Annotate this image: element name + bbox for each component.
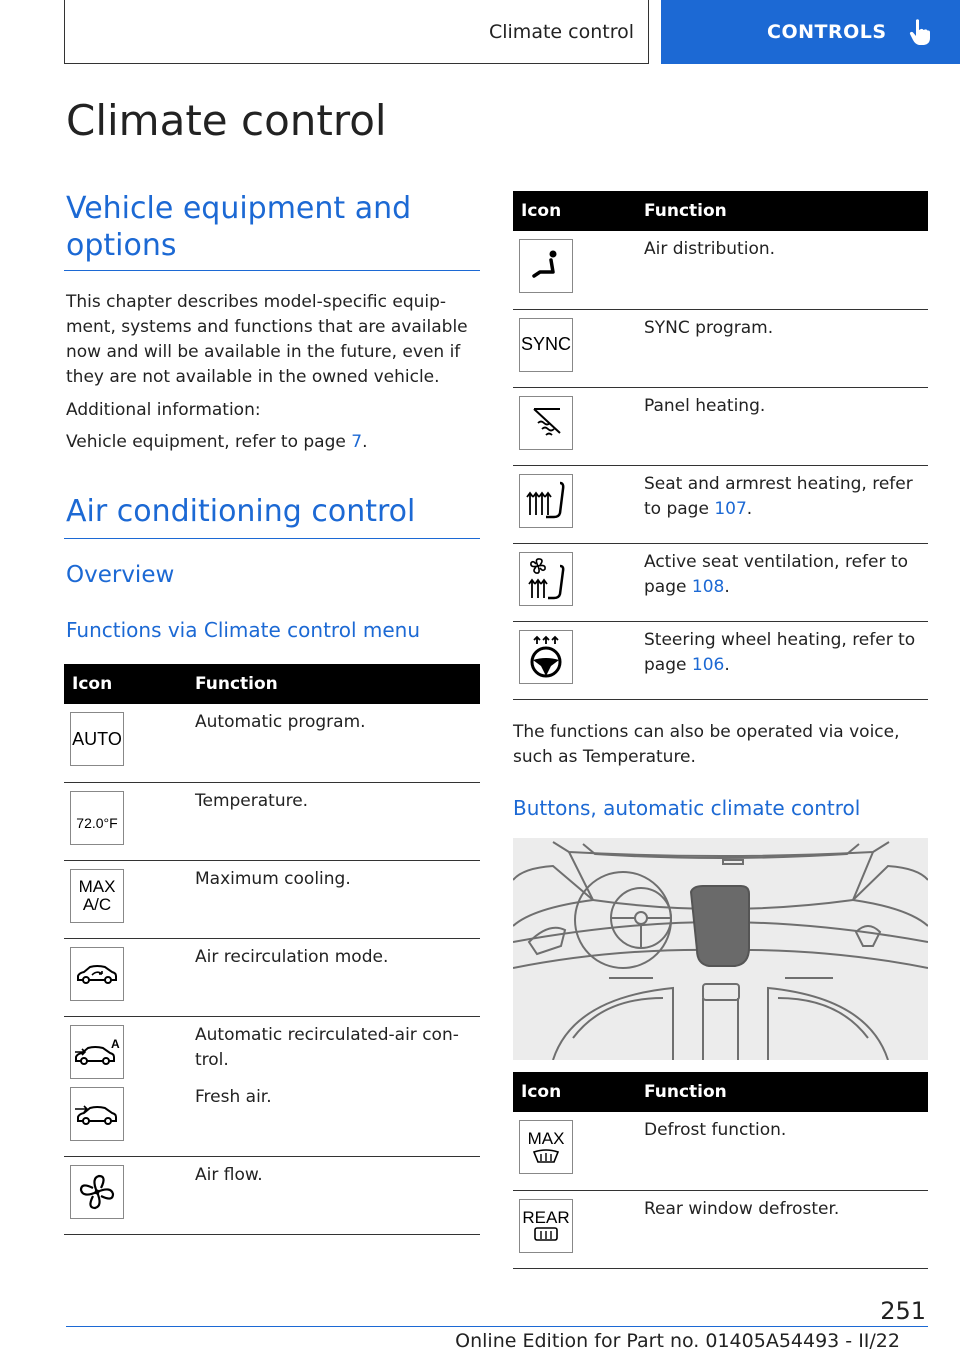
intro-paragraph: This chapter describes model-specific equipment, systems and functions that are available now and will be available in the future, even if they are not available in the owned vehicle.	[66, 292, 468, 387]
table-row	[513, 1112, 928, 1190]
vehicle-equipment-reference	[66, 430, 481, 455]
table-row	[64, 1157, 480, 1235]
buttons-heading: Buttons, automatic climate control	[513, 796, 861, 820]
table-row	[64, 782, 480, 860]
table-row	[513, 387, 928, 465]
max-defrost-icon: MAX	[519, 1120, 573, 1174]
table-row	[513, 543, 928, 621]
seat-heating-icon	[519, 474, 573, 528]
menu-functions-heading: Functions via Climate control menu	[66, 618, 420, 642]
function-text: Maximum cooling.	[195, 860, 480, 938]
table-row	[64, 860, 480, 938]
svg-text:A: A	[111, 1036, 120, 1051]
fresh-air-icon	[70, 1087, 124, 1141]
max-ac-icon: MAX A/C	[70, 869, 124, 923]
seat-ventilation-icon	[519, 552, 573, 606]
function-text: Automatic program.	[195, 704, 480, 782]
vehicle-equipment-heading: Vehicle equipment and options	[66, 191, 412, 263]
overview-heading: Overview	[66, 562, 175, 588]
function-text: Defrost function.	[644, 1112, 928, 1190]
page-link[interactable]: 108	[691, 576, 725, 597]
header-section-title: Climate control	[488, 20, 634, 43]
table-row	[64, 938, 480, 1016]
heading-rule	[64, 538, 480, 539]
page-link[interactable]: 107	[714, 498, 747, 519]
table-row	[513, 621, 928, 699]
function-text: Air recirculation mode.	[195, 938, 480, 1016]
table-row	[513, 1190, 928, 1268]
voice-note: The functions can also be operated via voice, such as Temperature.	[513, 722, 900, 767]
panel-heating-icon	[519, 396, 573, 450]
header-chapter-title: CONTROLS	[767, 21, 887, 43]
rear-defroster-icon: REAR	[519, 1199, 573, 1253]
footer-rule	[66, 1326, 928, 1327]
fan-icon	[70, 1165, 124, 1219]
function-text: SYNC program.	[644, 309, 928, 387]
table-row	[64, 1079, 480, 1157]
function-text: Automatic recirculated-air control.	[195, 1024, 459, 1070]
page-number: 251	[880, 1297, 926, 1325]
air-distribution-icon	[519, 239, 573, 293]
dashboard-illustration	[513, 838, 928, 1060]
function-column-header: Function	[195, 664, 480, 704]
heading-rule	[64, 270, 480, 271]
icon-column-header: Icon	[513, 191, 644, 231]
right-functions-table	[513, 191, 928, 700]
header-section-box	[64, 0, 649, 64]
function-text: Seat and armrest heating, refer to page 107.	[644, 465, 928, 543]
page-title: Climate control	[66, 96, 387, 145]
function-text: Panel heating.	[644, 387, 928, 465]
function-column-header: Function	[644, 191, 928, 231]
sync-icon: SYNC	[519, 318, 573, 372]
table-row	[64, 704, 480, 782]
header-chapter-box	[661, 0, 960, 64]
function-text: Active seat ventilation, refer to page 108.	[644, 543, 928, 621]
ac-control-heading: Air conditioning control	[66, 494, 416, 529]
recirculation-icon	[70, 947, 124, 1001]
footer-edition: Online Edition for Part no. 01405A54493 - II/22	[455, 1330, 900, 1352]
additional-info-label: Additional information:	[66, 400, 261, 420]
steering-wheel-heating-icon	[519, 630, 573, 684]
function-text: Air flow.	[195, 1157, 480, 1235]
function-text: Temperature.	[195, 782, 480, 860]
function-text: Rear window defroster.	[644, 1190, 928, 1268]
table-row	[64, 1016, 480, 1079]
function-column-header: Function	[644, 1072, 928, 1112]
buttons-table	[513, 1072, 928, 1269]
temperature-icon: 72.0°F	[70, 791, 124, 845]
icon-column-header: Icon	[64, 664, 195, 704]
reference-text: Vehicle equipment, refer to page	[66, 432, 352, 452]
function-text: Fresh air.	[195, 1079, 480, 1157]
function-text: Steering wheel heating, refer to page 106.	[644, 621, 928, 699]
auto-recirculation-icon	[70, 1025, 124, 1079]
table-row	[513, 465, 928, 543]
page-link[interactable]: 106	[691, 654, 725, 675]
icon-column-header: Icon	[513, 1072, 644, 1112]
reference-suffix: .	[362, 432, 368, 452]
table-row	[513, 309, 928, 387]
table-row	[513, 231, 928, 309]
page-link[interactable]: 7	[351, 432, 363, 452]
menu-functions-table	[64, 664, 480, 1235]
pointing-hand-icon	[909, 18, 931, 46]
auto-icon: AUTO	[70, 712, 124, 766]
function-text: Air distribution.	[644, 231, 928, 309]
